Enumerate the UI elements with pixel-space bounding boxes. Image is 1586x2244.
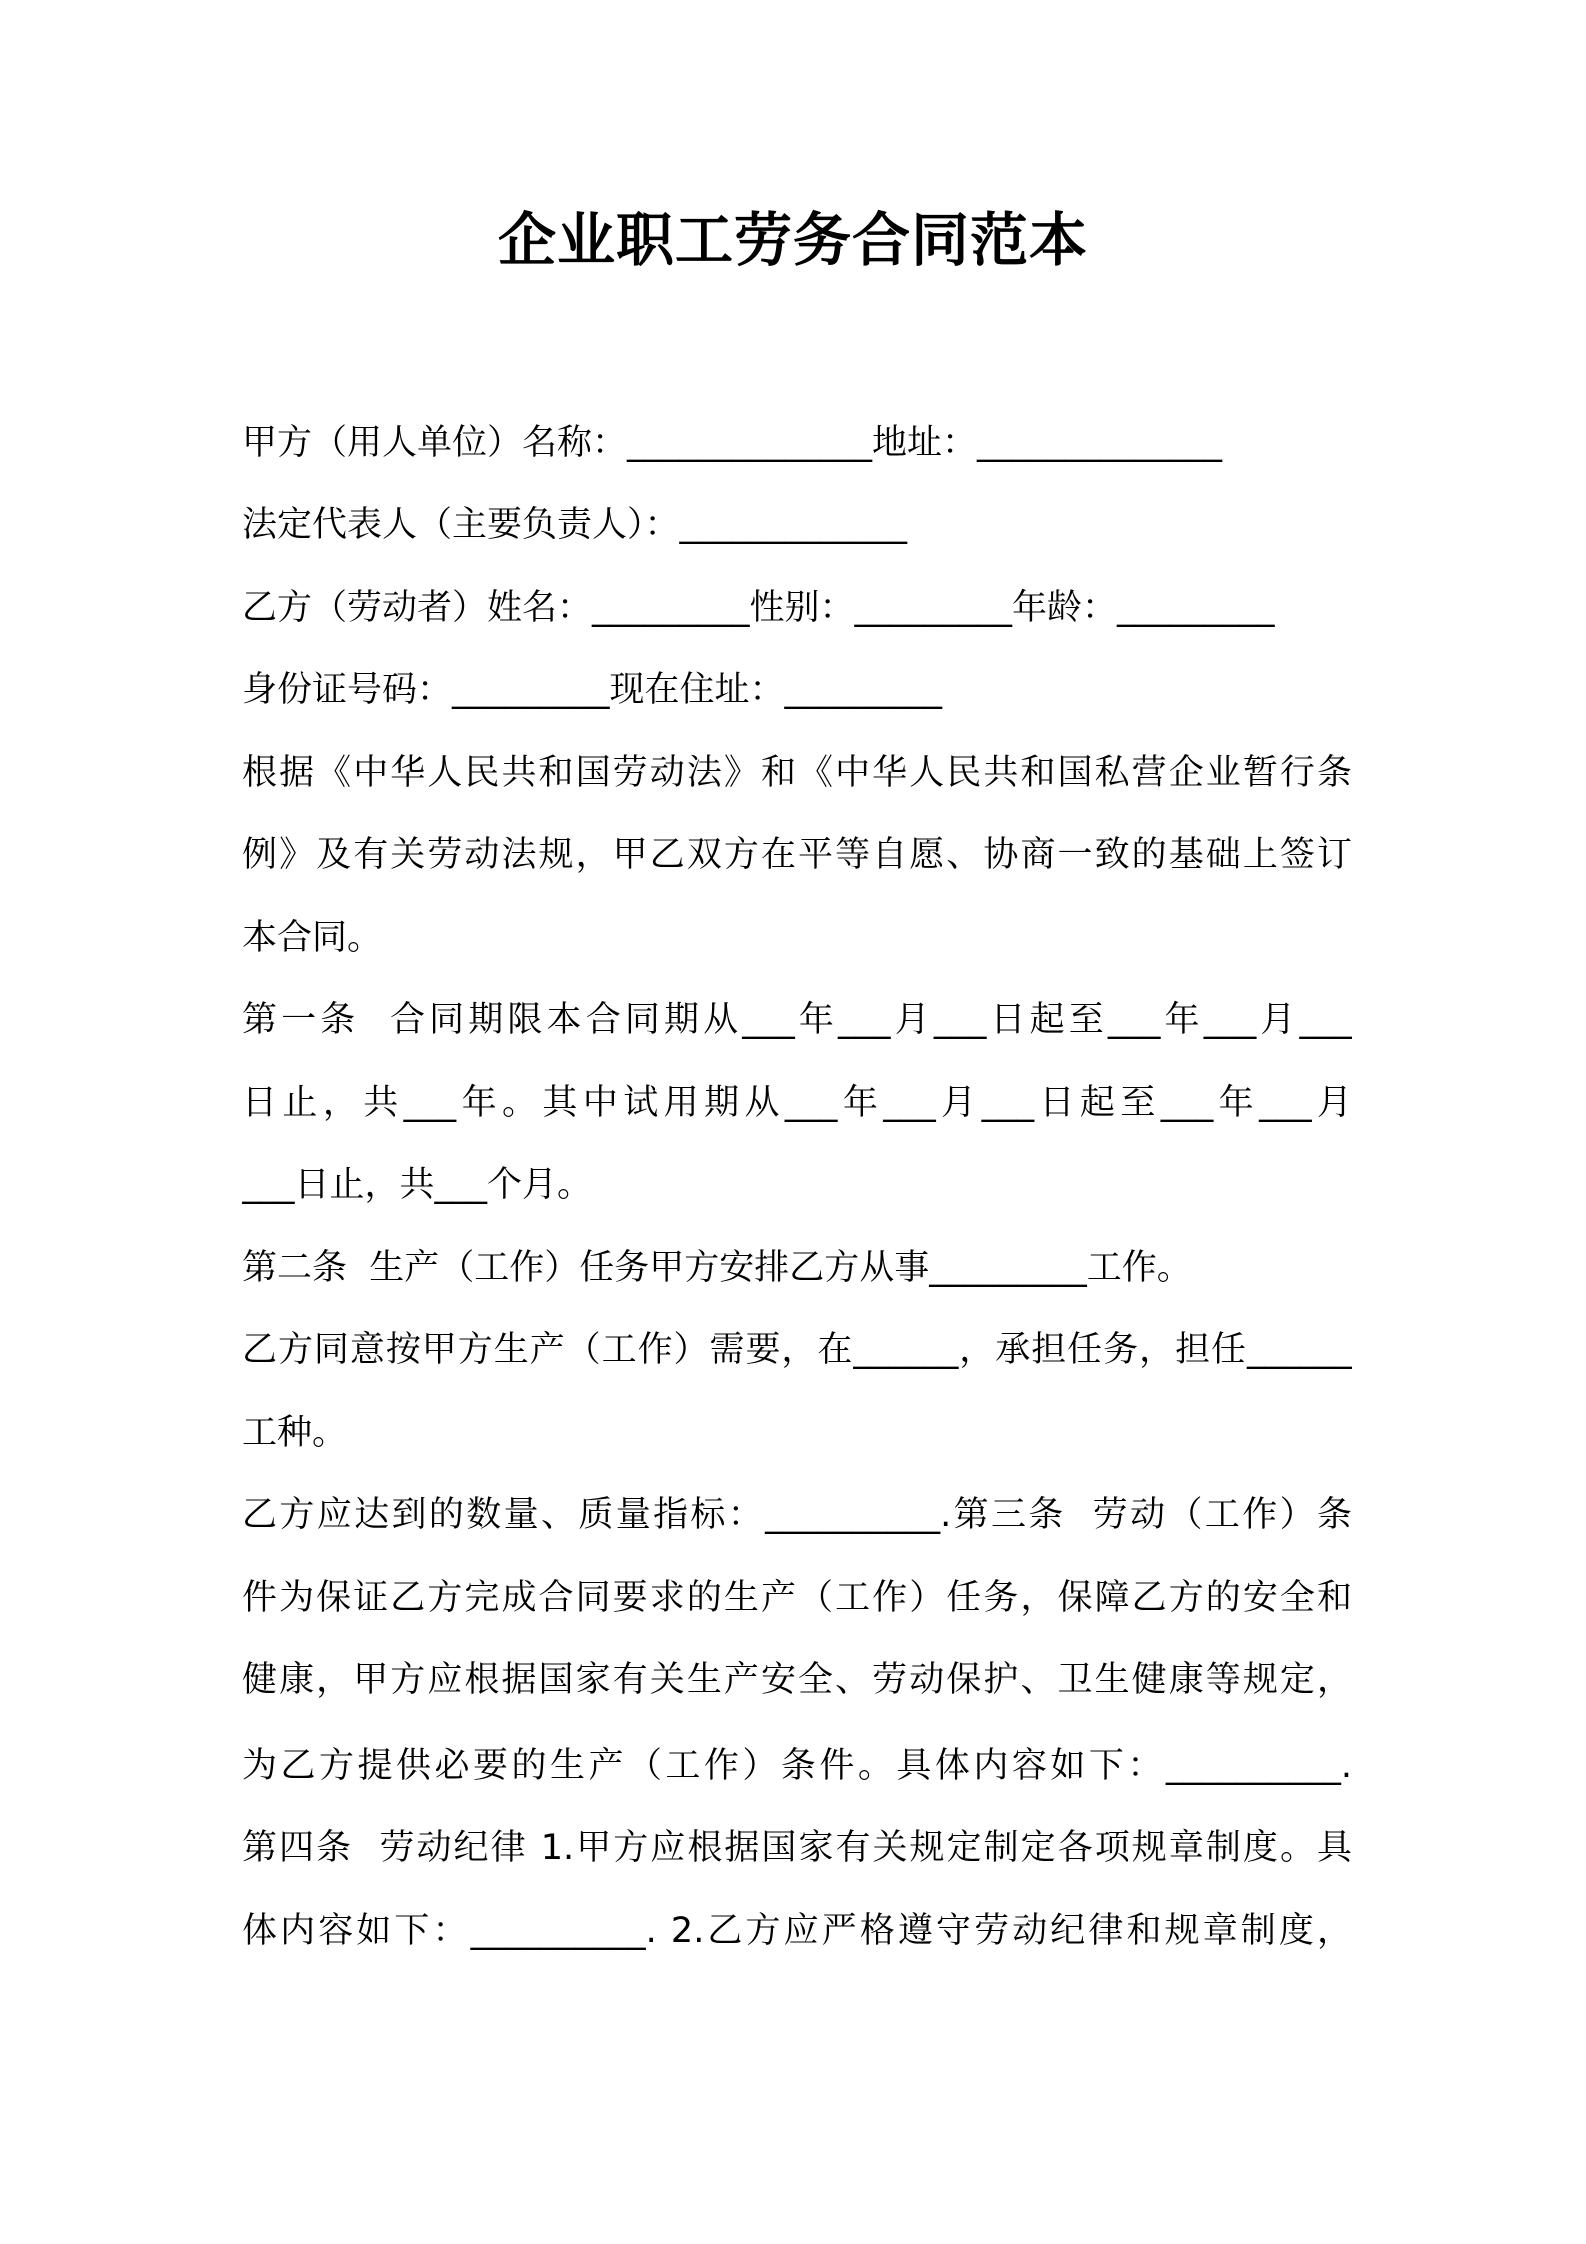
document-title: 企业职工劳务合同范本	[497, 206, 1088, 274]
article-1-line-2: 日止，共___年。其中试用期从___年___月___日起至___年___月	[242, 1083, 1352, 1123]
article-3-line-3: 健康，甲方应根据国家有关生产安全、劳动保护、卫生健康等规定，	[242, 1660, 1352, 1700]
preamble-line-3: 本合同。	[242, 918, 383, 958]
article-2-line-3: 工种。	[242, 1413, 348, 1453]
preamble-line-1: 根据《中华人民共和国劳动法》和《中华人民共和国私营企业暂行条	[242, 753, 1352, 793]
article-4-line-1: 第四条 劳动纪律 1.甲方应根据国家有关规定制定各项规章制度。具	[242, 1828, 1352, 1868]
party-a-name-address-line: 甲方（用人单位）名称：______________地址：______________	[242, 423, 1223, 463]
article-3-line-4: 为乙方提供必要的生产（工作）条件。具体内容如下：__________.	[242, 1746, 1352, 1786]
article-1-line-1: 第一条 合同期限本合同期从___年___月___日起至___年___月___	[242, 1000, 1352, 1040]
article-4-line-2: 体内容如下：__________. 2.乙方应严格遵守劳动纪律和规章制度，	[242, 1911, 1352, 1951]
article-3-line-1: 乙方应达到的数量、质量指标：__________.第三条 劳动（工作）条	[242, 1495, 1352, 1535]
article-2-line-1: 第二条 生产（工作）任务甲方安排乙方从事_________工作。	[242, 1248, 1192, 1288]
id-number-address-line: 身份证号码：_________现在住址：_________	[242, 670, 943, 710]
legal-representative-line: 法定代表人（主要负责人）：_____________	[242, 505, 908, 545]
article-2-line-2: 乙方同意按甲方生产（工作）需要，在______，承担任务，担任______	[242, 1330, 1352, 1370]
article-1-line-3: ___日止，共___个月。	[242, 1165, 593, 1205]
preamble-line-2: 例》及有关劳动法规，甲乙双方在平等自愿、协商一致的基础上签订	[242, 835, 1352, 875]
party-b-name-gender-age-line: 乙方（劳动者）姓名：_________性别：_________年龄：_________	[242, 588, 1275, 628]
article-3-line-2: 件为保证乙方完成合同要求的生产（工作）任务，保障乙方的安全和	[242, 1578, 1352, 1618]
